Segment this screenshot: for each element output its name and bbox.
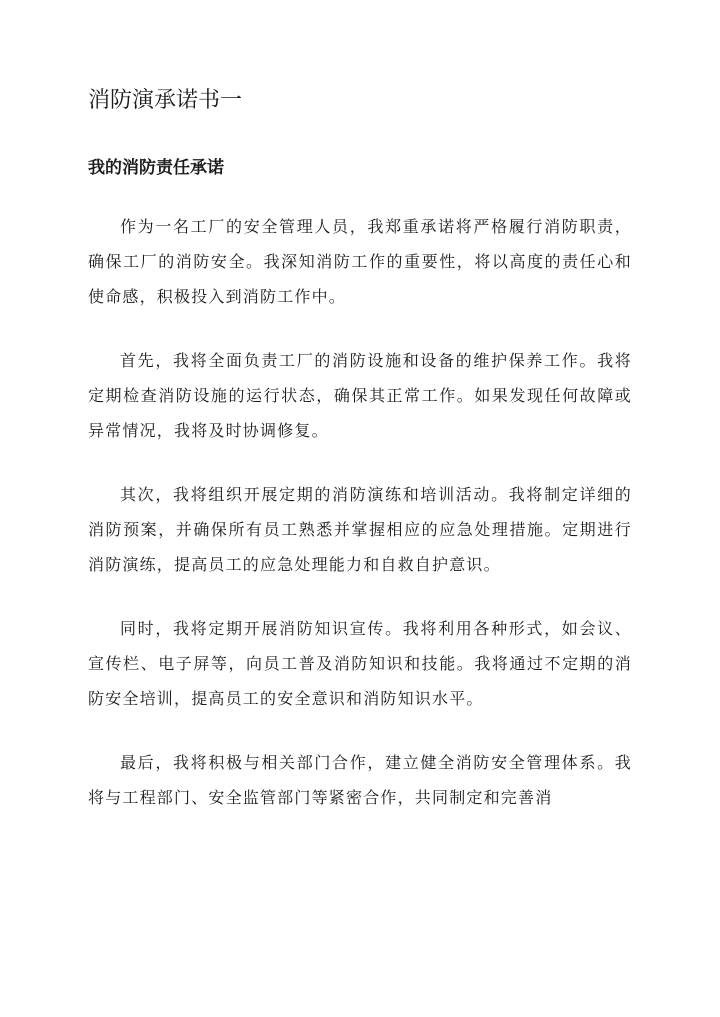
- paragraph-maintenance: 首先，我将全面负责工厂的消防设施和设备的维护保养工作。我将定期检查消防设施的运行状态，确保其正常工作。如果发现任何故障或异常情况，我将及时协调修复。: [88, 351, 632, 440]
- document-subtitle: 我的消防责任承诺: [88, 158, 224, 178]
- paragraph-drills: 其次，我将组织开展定期的消防演练和培训活动。我将制定详细的消防预案，并确保所有员工熟悉并掌握相应的应急处理措施。定期进行消防演练，提高员工的应急处理能力和自救自护意识。: [88, 485, 632, 574]
- paragraph-education: 同时，我将定期开展消防知识宣传。我将利用各种形式，如会议、宣传栏、电子屏等，向员工普及消防知识和技能。我将通过不定期的消防安全培训，提高员工的安全意识和消防知识水平。: [88, 619, 632, 708]
- document-title: 消防演承诺书一: [88, 88, 243, 113]
- paragraph-responsibility: 作为一名工厂的安全管理人员，我郑重承诺将严格履行消防职责，确保工厂的消防安全。我深知消防工作的重要性，将以高度的责任心和使命感，积极投入到消防工作中。: [88, 217, 632, 306]
- paragraph-cooperation: 最后，我将积极与相关部门合作，建立健全消防安全管理体系。我将与工程部门、安全监管部门等紧密合作，共同制定和完善消: [88, 753, 632, 807]
- document-body: [88, 209, 632, 844]
